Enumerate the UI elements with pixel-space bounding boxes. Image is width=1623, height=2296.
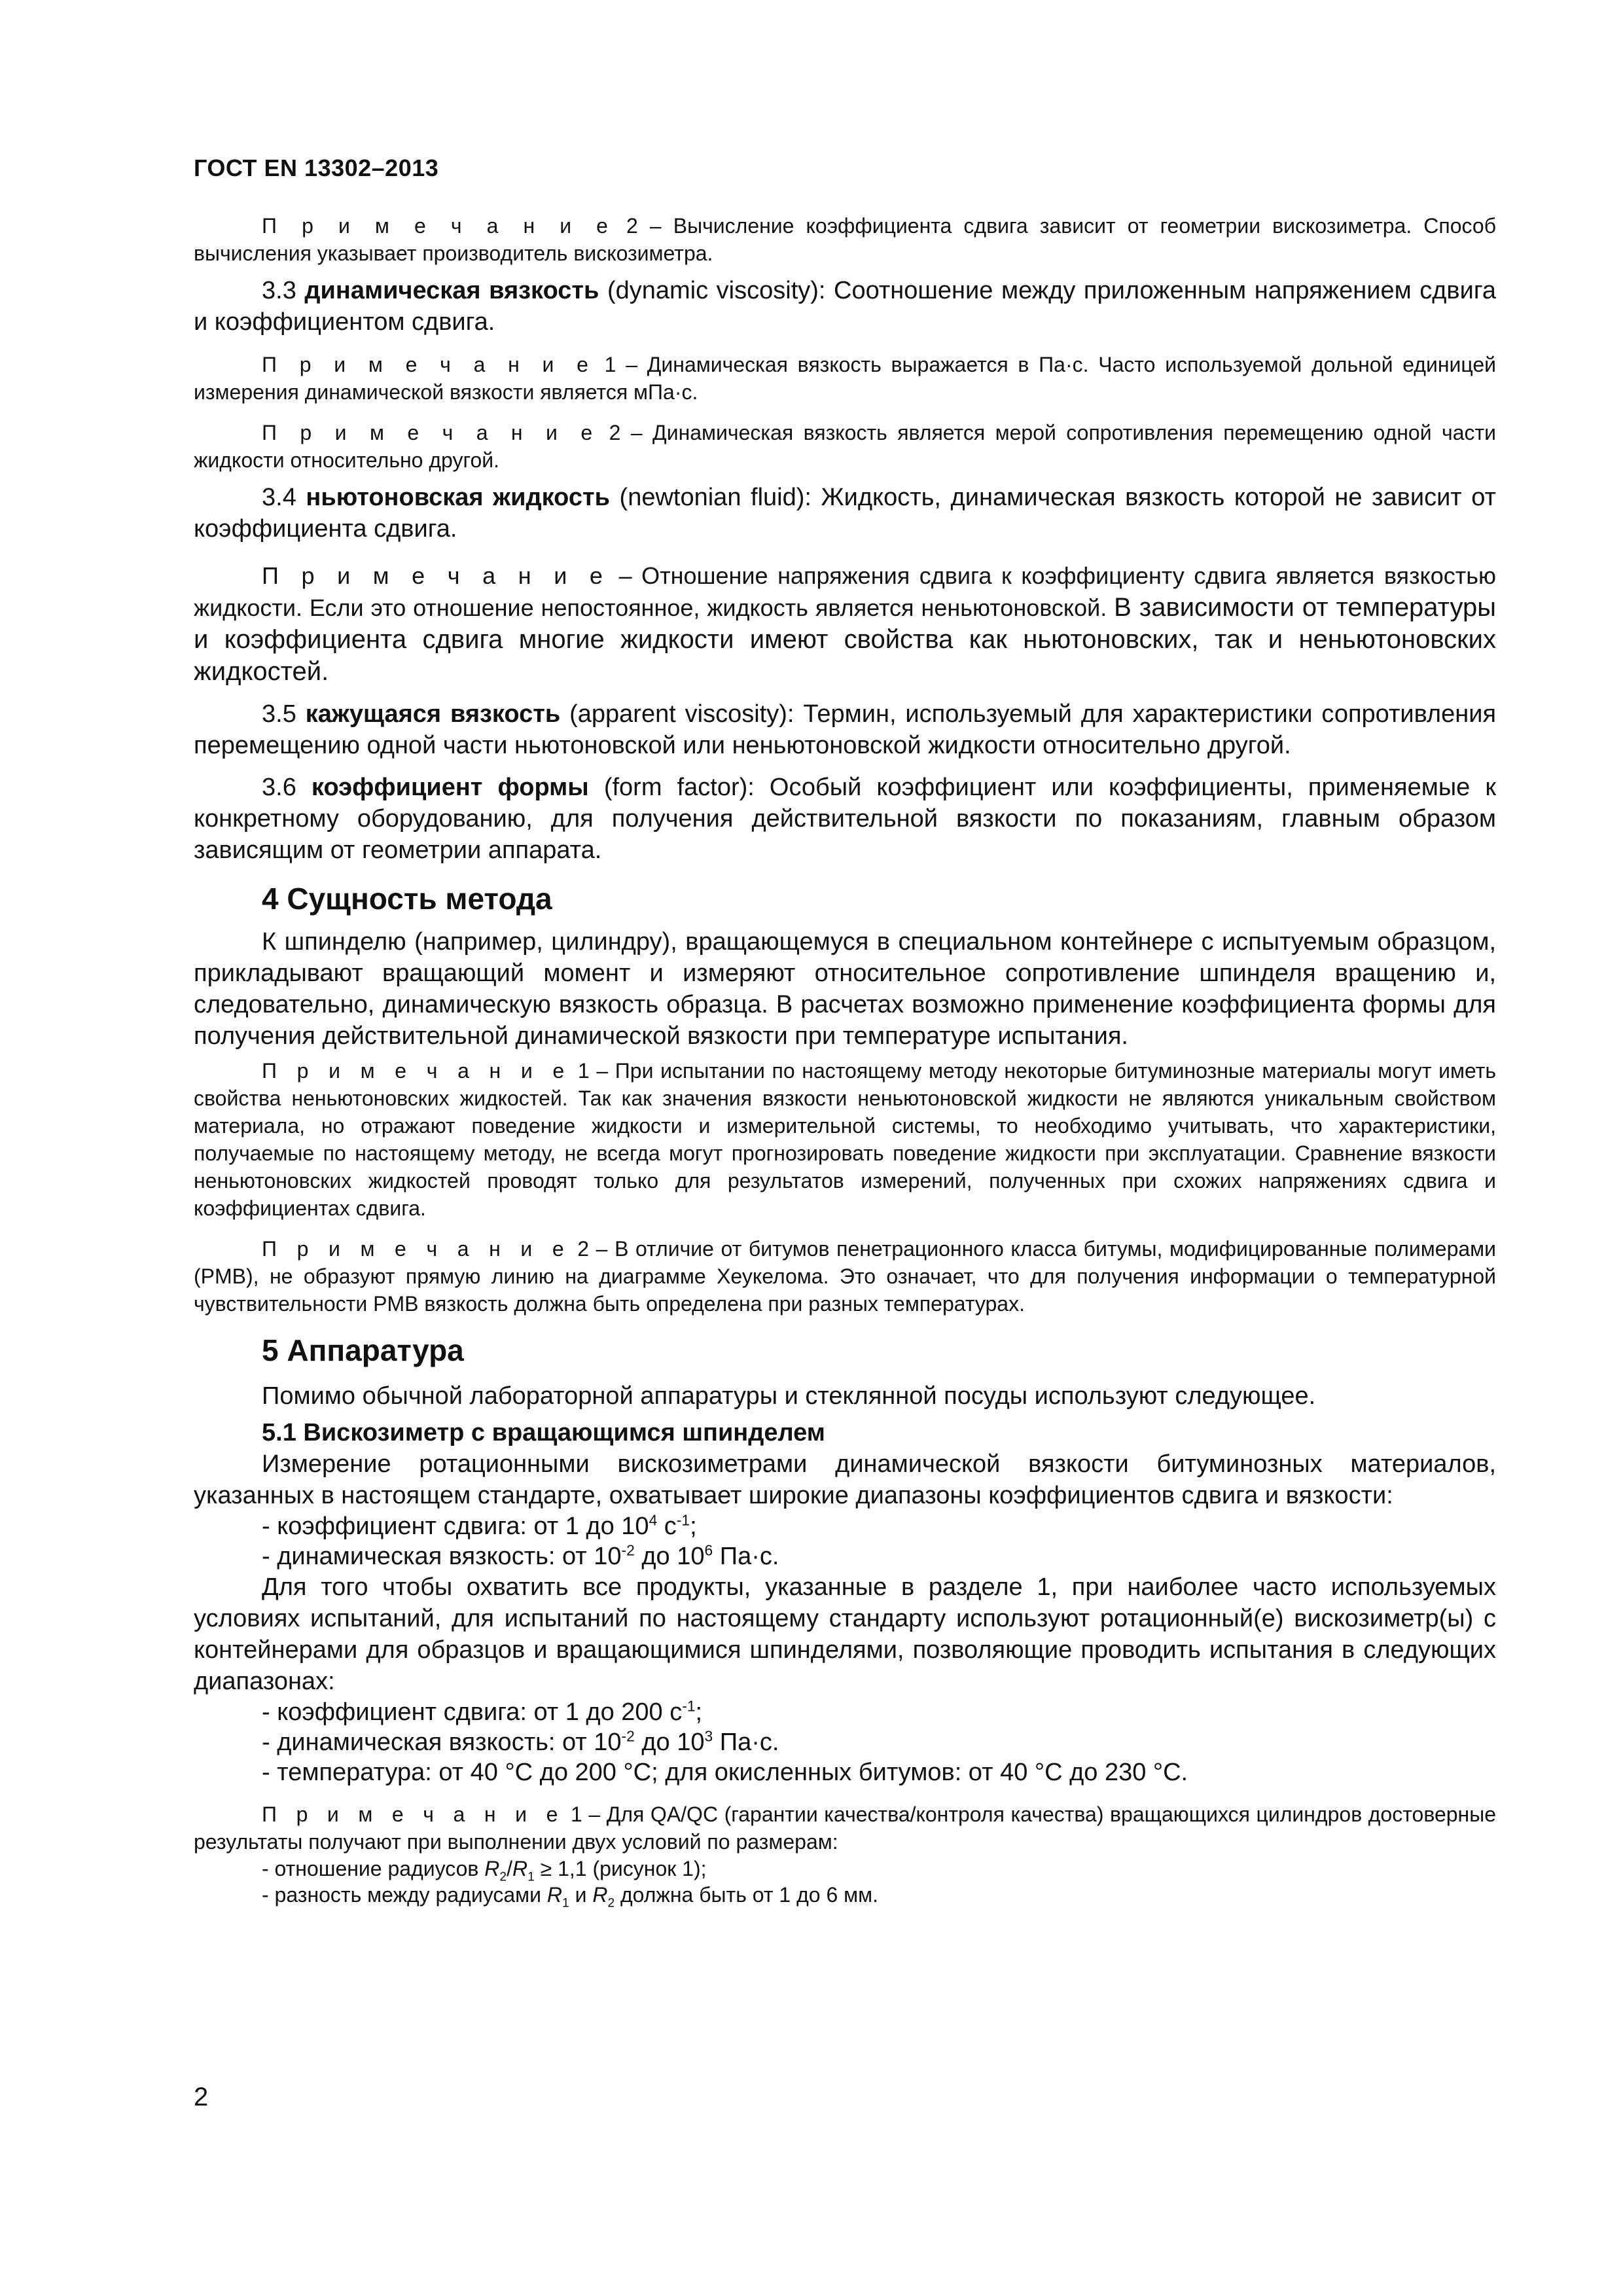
- note-3-4: П р и м е ч а н и е – Отношение напряжения сдвига к коэффициенту сдвига является вязкостью жидкости. Если это отношение непостоянное, жидкость является неньютоновской. В зависимости от температуры и коэффициента сдвига многие жидкости имеют свойства как ньютоновских, так и неньютоновских жидкостей.: [194, 562, 1496, 686]
- section-4-title: 4 Сущность метода: [262, 882, 552, 916]
- note-label: П р и м е ч а н и е: [262, 1237, 571, 1261]
- page-number: 2: [194, 2083, 209, 2111]
- range-2-temperature: - температура: от 40 °С до 200 °С; для окисленных битумов: от 40 °С до 230 °С.: [262, 1759, 1188, 1786]
- note-4-2: П р и м е ч а н и е 2 – В отличие от битумов пенетрационного класса битумы, модифицированные полимерами (PMB), не образуют прямую линию на диаграмме Хеукелома. Это означает, что для получения информации о температурной чувствительности PMB вязкость должна быть определена при разных температурах.: [194, 1237, 1497, 1316]
- note-label: П р и м е ч а н и е: [262, 353, 595, 376]
- term-3-4: 3.4 ньютоновская жидкость (newtonian fluid): Жидкость, динамическая вязкость которой не зависит от коэффициента сдвига.: [194, 484, 1497, 543]
- section-5-1-paragraph-2: Для того чтобы охватить все продукты, указанные в разделе 1, при наиболее часто используемых условиях испытаний, для испытаний по настоящему стандарту используют ротационный(е) вискозиметр(ы) с контейнерами для образцов и вращающимися шпинделями, позволяющие проводить испытания в следующих диапазонах:: [194, 1573, 1496, 1695]
- section-5-1-title: 5.1 Вискозиметр с вращающимся шпинделем: [262, 1419, 825, 1446]
- note-label: П р и м е ч а н и е: [262, 1059, 571, 1083]
- term-title: динамическая вязкость: [304, 277, 599, 304]
- note-3-3-1: П р и м е ч а н и е 1 – Динамическая вязкость выражается в Па·с. Часто используемой дольной единицей измерения динамической вязкости является мПа·с.: [194, 353, 1497, 404]
- range-2-shear-rate: - коэффициент сдвига: от 1 до 200 $с^{-1}$;: [262, 1697, 703, 1726]
- note-4-1: П р и м е ч а н и е 1 – При испытании по настоящему методу некоторые битуминозные материалы могут иметь свойства неньютоновских жидкостей. Так как значения вязкости неньютоновской жидкости не являются уникальным свойством материала, но отражают поведение жидкости и измерительной системы, то необходимо учитывать, что характеристики, получаемые по настоящему методу, не всегда могут прогнозировать поведение жидкости при эксплуатации. Сравнение вязкости неньютоновских жидкостей проводят только для результатов измерений, полученных при схожих напряжениях сдвига и коэффициентах сдвига.: [194, 1059, 1497, 1220]
- term-3-6: 3.6 коэффициент формы (form factor): Особый коэффициент или коэффициенты, применяемые к конкретному оборудованию, для получения действительной вязкости по показаниям, главным образом зависящим от геометрии аппарата.: [194, 774, 1496, 864]
- range-1-viscosity: - динамическая вязкость: от $10^{-2}$ до $10^6$ Па·с.: [262, 1541, 779, 1570]
- term-3-5: 3.5 кажущаяся вязкость (apparent viscosity): Термин, используемый для характеристики сопротивления перемещению одной части ньютоновской или неньютоновской жидкости относительно другой.: [194, 700, 1497, 759]
- note-5-1-1: П р и м е ч а н и е 1 – Для QA/QC (гарантии качества/контроля качества) вращающихся цилиндров достоверные результаты получают при выполнении двух условий по размерам:: [194, 1803, 1497, 1854]
- note-3-3-2: П р и м е ч а н и е 2 – Динамическая вязкость является мерой сопротивления перемещению одной части жидкости относительно другой.: [194, 421, 1497, 472]
- document-header: ГОСТ EN 13302–2013: [194, 154, 439, 181]
- range-1-shear-rate: - коэффициент сдвига: от 1 до $10^4$ $с^{-1}$;: [262, 1511, 697, 1540]
- section-5-intro: Помимо обычной лабораторной аппаратуры и стеклянной посуды используют следующее.: [262, 1382, 1316, 1410]
- term-title: ньютоновская жидкость: [306, 484, 610, 511]
- note-label: П р и м е ч а н и е: [262, 421, 599, 444]
- page-content: [194, 212, 1496, 1908]
- condition-radius-difference: - разность между радиусами $R_1$ и $R_2$ должна быть от 1 до 6 мм.: [262, 1883, 879, 1910]
- term-title: кажущаяся вязкость: [305, 700, 561, 728]
- term-3-3: 3.3 динамическая вязкость (dynamic viscosity): Соотношение между приложенным напряжением сдвига и коэффициентом сдвига.: [194, 277, 1496, 336]
- term-title: коэффициент формы: [311, 774, 589, 801]
- condition-radius-ratio: - отношение радиусов $R_2/R_1 \ge 1,1$ (рисунок 1);: [262, 1857, 707, 1884]
- note-label: П р и м е ч а н и е: [262, 562, 609, 589]
- section-5-1-paragraph-1: Измерение ротационными вискозиметрами динамической вязкости битуминозных материалов, указанных в настоящем стандарте, охватывает широкие диапазоны коэффициентов сдвига и вязкости:: [194, 1450, 1496, 1509]
- note-3-2-2: П р и м е ч а н и е 2 – Вычисление коэффициента сдвига зависит от геометрии вискозиметра. Способ вычисления указывает производитель вискозиметра.: [194, 214, 1497, 265]
- note-label: П р и м е ч а н и е: [262, 214, 615, 238]
- range-2-viscosity: - динамическая вязкость: от $10^{-2}$ до $10^3$ Па·с.: [262, 1727, 779, 1756]
- section-4-paragraph: К шпинделю (например, цилиндру), вращающемуся в специальном контейнере с испытуемым образцом, прикладывают вращающий момент и измеряют относительное сопротивление шпинделя вращению и, следовательно, динамическую вязкость образца. В расчетах возможно применение коэффициента формы для получения действительной динамической вязкости при температуре испытания.: [194, 928, 1496, 1050]
- note-label: П р и м е ч а н и е: [262, 1803, 565, 1826]
- section-5-title: 5 Аппаратура: [262, 1333, 464, 1367]
